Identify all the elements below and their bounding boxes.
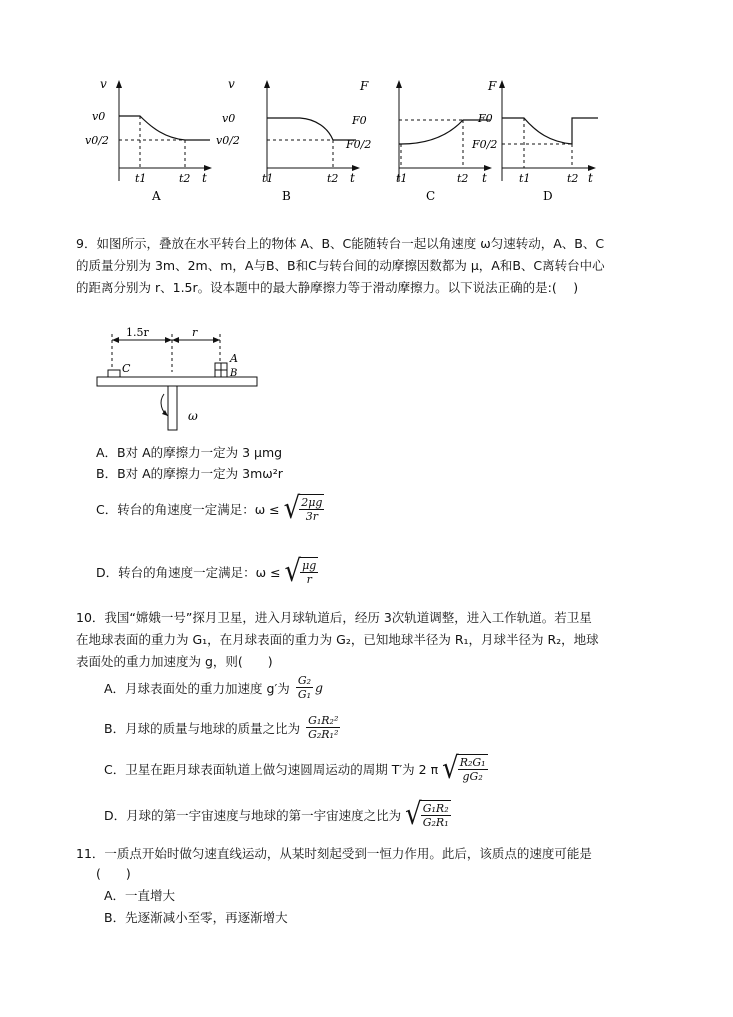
q10-option-a xyxy=(104,674,323,701)
graph-b-t2: t2 xyxy=(327,172,339,185)
graph-d-ylabel: F xyxy=(488,79,497,93)
graph-d-ymid: F0/2 xyxy=(472,138,498,151)
q10-a-num: G₂ xyxy=(297,674,312,687)
graph-d-t2: t2 xyxy=(567,172,579,185)
q10-option-c-text: C．卫星在距月球表面轨道上做匀速圆周运动的周期 T′为 2 π xyxy=(104,762,439,777)
graph-c-caption: C xyxy=(426,189,436,203)
graph-d-xlabel: t xyxy=(588,171,593,185)
q10-option-d: D．月球的第一宇宙速度与地球的第一宇宙速度之比为 √ $\frac{\text{G₁R₂}}{\text{G₂R₁}}$ xyxy=(104,797,449,833)
fig-label-a: A xyxy=(230,352,238,365)
fig-dist-r: r xyxy=(192,326,198,339)
q10-b-den: G₂R₁² xyxy=(308,728,339,741)
q10-option-b-text: B．月球的质量与地球的质量之比为 xyxy=(104,720,301,736)
q9-c-num: 2μg xyxy=(301,496,323,509)
graph-a-ytop: v0 xyxy=(92,110,106,123)
q11-option-a: A．一直增大 xyxy=(104,888,176,903)
q9-line2: 的质量分别为 3m、2m、m，A与B、B和C与转台间的动摩擦因数都为 μ，A和B、C离转台中心 xyxy=(76,258,605,273)
graph-a-xlabel: t xyxy=(202,171,207,185)
q9-option-a: A．B对 A的摩擦力一定为 3 μmg xyxy=(96,445,283,460)
q10-option-d-text: D．月球的第一宇宙速度与地球的第一宇宙速度之比为 xyxy=(104,808,402,823)
turntable-figure xyxy=(92,322,262,432)
graph-c-ylabel: F xyxy=(360,79,369,93)
graph-a-ylabel: v xyxy=(100,77,107,91)
q11-option-b: B．先逐渐减小至零，再逐渐增大 xyxy=(104,910,288,925)
graph-b-caption: B xyxy=(282,189,291,203)
graph-d-ytop: F0 xyxy=(478,112,493,125)
q9-c-den: 3r xyxy=(305,510,318,523)
q9-option-d: D．转台的角速度一定满足：ω ≤ √ $\frac{\mu g}{r}$ xyxy=(96,554,317,590)
graph-a xyxy=(85,77,212,203)
q10-line2: 在地球表面的重力为 G₁，在月球表面的重力为 G₂，已知地球半径为 R₁，月球半径为 R₂，地球 xyxy=(76,632,599,647)
q9-option-b: B．B对 A的摩擦力一定为 3mω²r xyxy=(96,466,283,481)
graph-b xyxy=(216,77,360,203)
graph-c-xlabel: t xyxy=(482,171,487,185)
graphs-row xyxy=(80,76,620,206)
q9-option-d-text: D．转台的角速度一定满足：ω ≤ xyxy=(96,565,281,580)
graph-a-t1: t1 xyxy=(135,172,147,185)
q10-option-b xyxy=(104,714,340,741)
graph-d-caption: D xyxy=(543,189,553,203)
graph-b-t1: t1 xyxy=(262,172,274,185)
q10-line1: 10．我国“嫦娥一号”探月卫星，进入月球轨道后，经历 3次轨道调整，进入工作轨道。若卫星 xyxy=(76,610,592,625)
q9-option-c-text: C．转台的角速度一定满足：ω ≤ xyxy=(96,502,280,517)
q10-c-num: R₂G₁ xyxy=(459,756,486,769)
q9-line3: 的距离分别为 r、1.5r。设本题中的最大静摩擦力等于滑动摩擦力。以下说法正确的是:( ) xyxy=(76,280,579,295)
q10-option-c: C．卫星在距月球表面轨道上做匀速圆周运动的周期 T′为 2 π √ $\frac{\text{R₂G₁}}{\text{gG₂}}$ xyxy=(104,751,486,787)
q10-d-den: G₂R₁ xyxy=(422,816,449,829)
fig-label-b: B xyxy=(230,368,238,379)
fig-omega: ω xyxy=(188,409,198,423)
q10-c-den: gG₂ xyxy=(462,770,483,783)
graph-c-ytop: F0 xyxy=(352,114,367,127)
q9-d-den: r xyxy=(306,573,312,586)
graph-b-xlabel: t xyxy=(350,171,355,185)
graph-c-t1: t1 xyxy=(396,172,408,185)
graph-c xyxy=(345,79,492,203)
graph-b-ymid: v0/2 xyxy=(216,134,240,147)
q11-line2: ( ) xyxy=(96,866,131,881)
graph-b-ylabel: v xyxy=(228,77,235,91)
q10-d-num: G₁R₂ xyxy=(422,802,449,815)
q10-a-tail: g xyxy=(315,680,324,695)
q9-d-num: μg xyxy=(302,559,317,572)
q10-a-den: G₁ xyxy=(297,688,312,701)
q9-line1: 9．如图所示，叠放在水平转台上的物体 A、B、C能随转台一起以角速度 ω匀速转动，A、B、C xyxy=(76,236,605,251)
graph-d-t1: t1 xyxy=(519,172,531,185)
graph-c-t2: t2 xyxy=(457,172,469,185)
graph-b-ytop: v0 xyxy=(222,112,236,125)
q11-line1: 11．一质点开始时做匀速直线运动，从某时刻起受到一恒力作用。此后，该质点的速度可能是 xyxy=(76,846,592,861)
fig-label-c: C xyxy=(122,362,131,375)
graph-a-t2: t2 xyxy=(179,172,191,185)
q10-line3: 表面处的重力加速度为 g，则( ) xyxy=(76,654,273,669)
graph-a-caption: A xyxy=(152,189,161,203)
q9-option-c: C．转台的角速度一定满足：ω ≤ √ $\frac{2\mu g}{3r}$ xyxy=(96,491,323,527)
fig-dist-1-5r: 1.5r xyxy=(126,326,149,339)
graph-a-ymid: v0/2 xyxy=(85,134,109,147)
q10-b-num: G₁R₂² xyxy=(308,714,339,727)
graph-d xyxy=(471,79,598,203)
graph-c-ymid: F0/2 xyxy=(346,138,372,151)
q10-option-a-text: A．月球表面处的重力加速度 g′为 xyxy=(104,680,290,696)
